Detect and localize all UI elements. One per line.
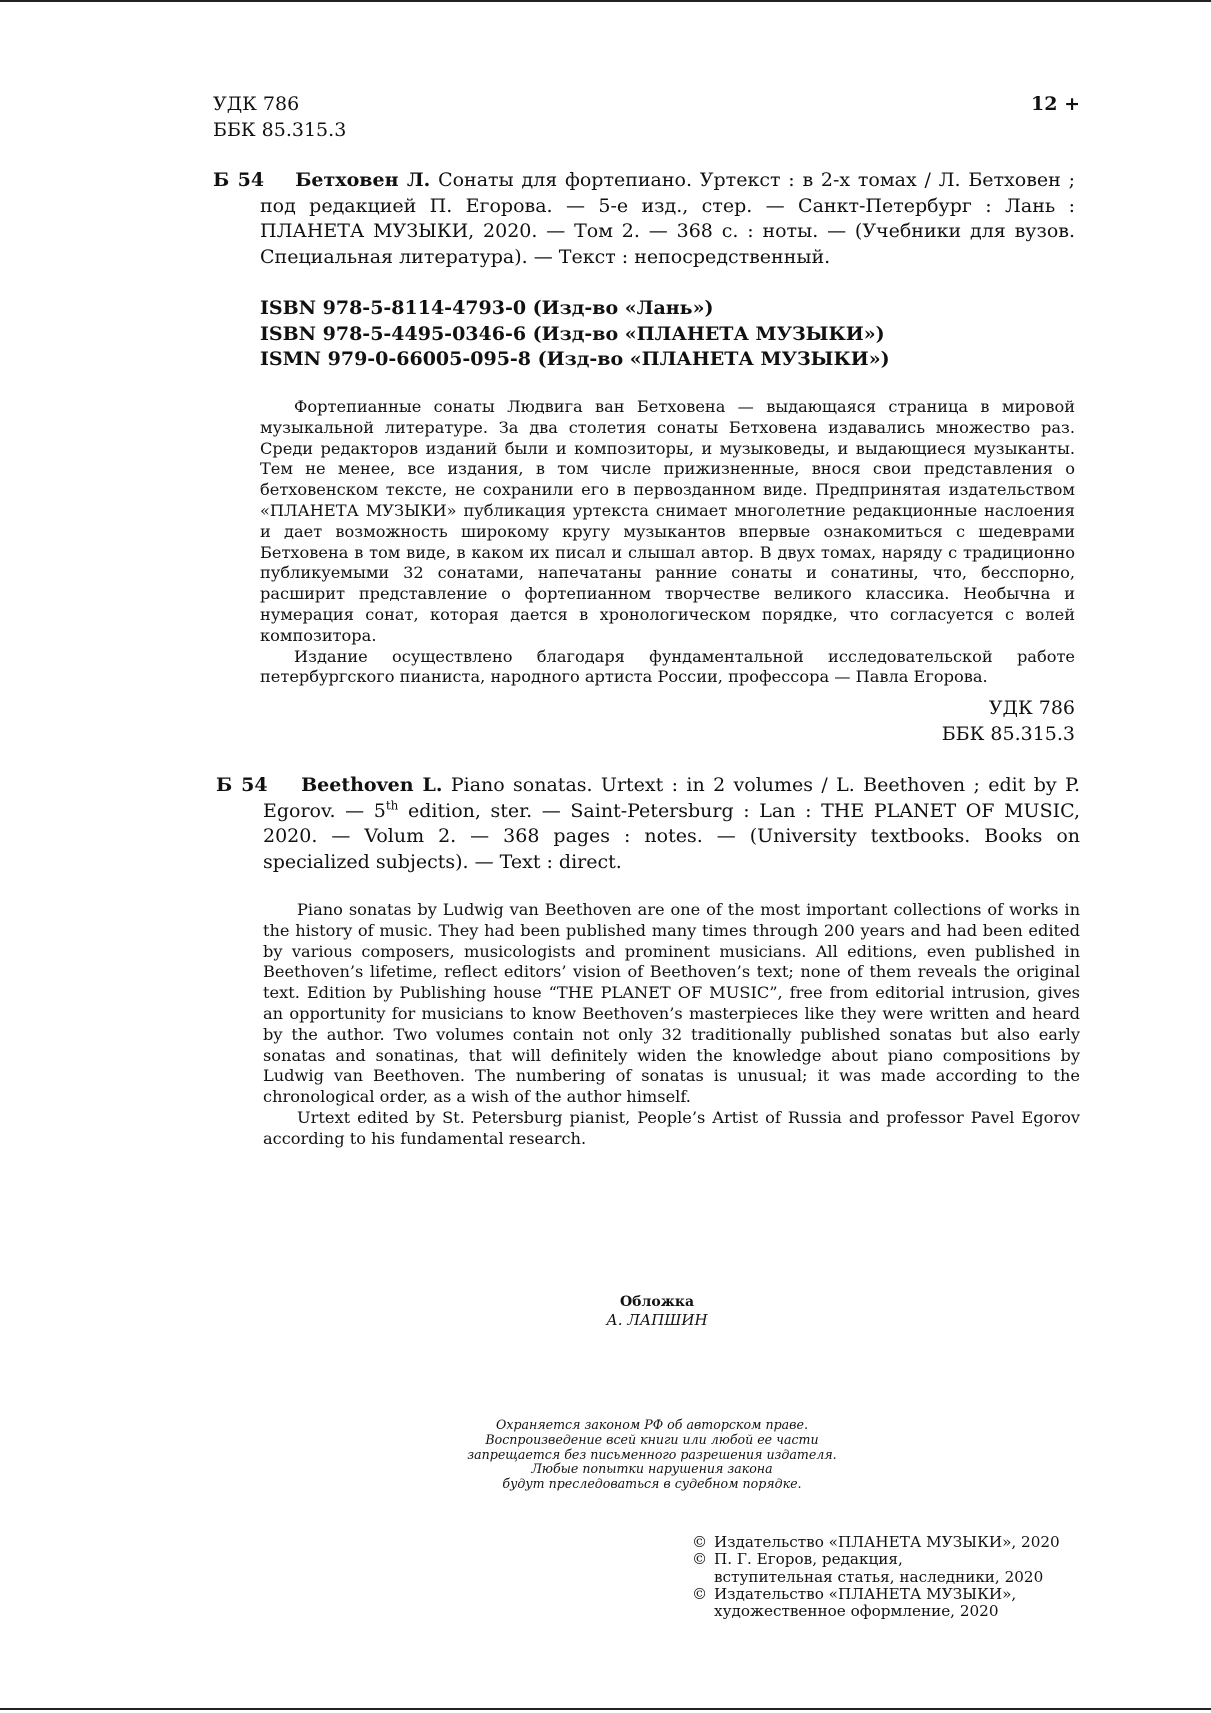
ru-entry-label: Б 54 [213, 169, 265, 191]
en-entry-sup: th [385, 798, 399, 813]
notice-line: будут преследоваться в судебном порядке. [502, 1476, 802, 1492]
cover-title: Обложка [619, 1294, 695, 1310]
bottom-border [0, 1708, 1211, 1710]
bbk-code: ББК 85.315.3 [213, 118, 347, 141]
cover-credit [505, 1293, 809, 1329]
copyright-line: П. Г. Егоров, редакция, [714, 1550, 903, 1569]
ru-bbk-code: ББК 85.315.3 [941, 722, 1075, 745]
header-codes [213, 92, 1080, 143]
copyright-mark: © [692, 1550, 708, 1569]
top-border [0, 0, 1211, 2]
ismn-planet: ISMN 979-0-66005-095-8 (Изд-во «ПЛАНЕТА МУЗЫКИ») [260, 348, 890, 370]
copyrights [692, 1534, 1112, 1620]
notice-line: Любые попытки нарушения закона [531, 1461, 773, 1477]
ru-udk-code: УДК 786 [988, 697, 1075, 719]
copyright-notice [430, 1418, 874, 1492]
ru-bibliographic-entry [213, 168, 1075, 270]
copyright-line: Издательство «ПЛАНЕТА МУЗЫКИ», 2020 [714, 1533, 1060, 1551]
notice-line: Охраняется законом РФ об авторском праве. [496, 1417, 808, 1432]
en-abstract-paragraph: Urtext edited by St. Petersburg pianist, People’s Artist of Russia and professor Pavel Egorov according to his fundamental research. [263, 1107, 1080, 1148]
ru-entry-author: Бетховен Л. [295, 169, 431, 191]
ru-abstract-paragraph: Издание осуществлено благодаря фундаментальной исследовательской работе петербургского пианиста, народного артиста России, профессора — Павла Егорова. [260, 646, 1075, 687]
age-rating: 12 + [1031, 93, 1080, 115]
ru-entry-text: Сонаты для фортепиано. Уртекст : в 2-х томах / Л. Бетховен ; под редакцией П. Егорова. — 5-е изд., стер. — Санкт-Петербург : Лань : ПЛАНЕТА МУЗЫКИ, 2020. — Том 2. — 368 с. : ноты. — (Учебники для вузов. Специальная литература). — Текст : непосредственный. [260, 169, 1076, 268]
copyright-line: Издательство «ПЛАНЕТА МУЗЫКИ», [714, 1584, 1017, 1603]
en-bibliographic-entry [216, 773, 1080, 875]
cover-artist: А. ЛАПШИН [606, 1311, 708, 1329]
ru-abstract [260, 397, 1075, 688]
udk-code: УДК 786 [213, 93, 300, 115]
notice-line: запрещается без письменного разрешения издателя. [467, 1446, 837, 1462]
isbn-planet: ISBN 978-5-4495-0346-6 (Изд-во «ПЛАНЕТА МУЗЫКИ») [260, 322, 885, 345]
ru-codes [760, 696, 1075, 747]
en-abstract [263, 900, 1080, 1150]
en-entry-text-before: Piano sonatas. Urtext : in 2 volumes / L. Beethoven ; edit by P. Egorov. — 5 [263, 774, 1080, 822]
isbn-lan: ISBN 978-5-8114-4793-0 (Изд-во «Лань») [260, 297, 714, 319]
en-entry-author: Beethoven L. [301, 774, 443, 796]
copyright-mark: © [692, 1533, 708, 1551]
isbn-block [260, 296, 1080, 373]
copyright-line: художественное оформление, 2020 [714, 1602, 999, 1621]
en-abstract-paragraph: Piano sonatas by Ludwig van Beethoven are one of the most important collections of works in the history of music. They had been published many times through 200 years and had been edited by various composers, musicologists and prominent musicians. All editions, even published in Beethoven’s lifetime, reflect editors’ vision of Beethoven’s text; none of them reveals the original text. Edition by Publishing house “THE PLANET OF MUSIC”, free from editorial intrusion, gives an opportunity for musicians to know Beethoven’s masterpieces like they were written and heard by the author. Two volumes contain not only 32 traditionally published sonatas but also early sonatas and sonatinas, that will definitely widen the knowledge about piano compositions by Ludwig van Beethoven. The numbering of sonatas is unusual; it was made according to the chronological order, as a wish of the author himself. [263, 900, 1080, 1107]
en-entry-label: Б 54 [216, 774, 268, 796]
copyright-mark: © [692, 1584, 708, 1603]
copyright-line: вступительная статья, наследники, 2020 [714, 1567, 1044, 1586]
en-entry-text-after: edition, ster. — Saint-Petersburg : Lan : THE PLANET OF MUSIC, 2020. — Volum 2. — 368 pages : notes. — (University textbooks. Books on specialized subjects). — Text : direct. [263, 799, 1080, 873]
notice-line: Воспроизведение всей книги или любой ее части [485, 1431, 819, 1447]
ru-abstract-paragraph: Фортепианные сонаты Людвига ван Бетховена — выдающаяся страница в мировой музыкальной литературе. За два столетия сонаты Бетховена издавались множество раз. Среди редакторов изданий были и композиторы, и музыковеды, и выдающиеся музыканты. Тем не менее, все издания, в том числе прижизненные, внося свои представления о бетховенском тексте, не сохранили его в первозданном виде. Предпринятая издательством «ПЛАНЕТА МУЗЫКИ» публикация уртекста снимает многолетние редакционные наслоения и дает возможность широкому кругу музыкантов впервые ознакомиться с шедеврами Бетховена в том виде, в каком их писал и слышал автор. В двух томах, наряду с традиционно публикуемыми 32 сонатами, напечатаны ранние сонаты и сонатины, что, бесспорно, расширит представление о фортепианном творчестве великого классика. Необычна и нумерация сонат, которая дается в хронологическом порядке, что согласуется с волей композитора. [260, 397, 1075, 645]
